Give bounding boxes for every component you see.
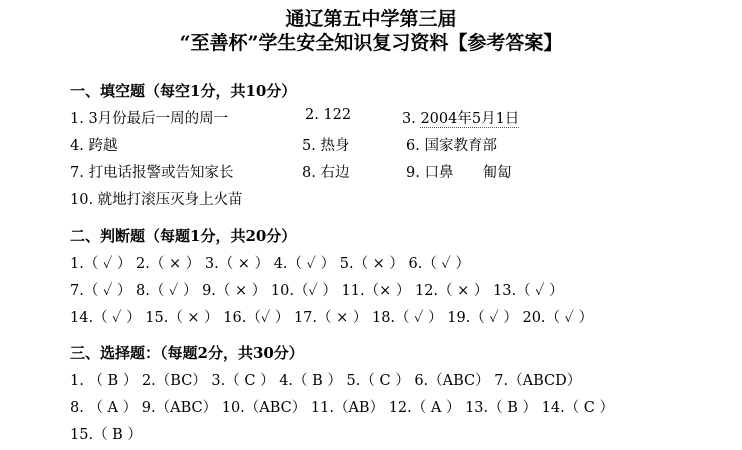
answer-item: 13.（ B ）: [465, 400, 538, 416]
answer-row: [70, 369, 581, 390]
answer-item: 12.（ A ）: [388, 400, 461, 416]
answer-item: 7. 打电话报警或告知家长: [70, 165, 234, 181]
answer-item: 14.（ ✓ ）: [70, 310, 141, 326]
answer-item: 7.（ ✓ ）: [70, 283, 132, 299]
answer-item: 18.（ ✓ ）: [371, 310, 443, 326]
answer-item: 2.（BC）: [141, 373, 207, 389]
answer-item: 3.（ × ）: [204, 256, 270, 272]
document-title-line1: 通辽第五中学第三届: [285, 8, 457, 30]
answer-item: 10.（ABC）: [221, 400, 307, 416]
section-heading-fill-in: 一、填空题（每空1分，共10分）: [70, 82, 297, 100]
answer-item: 6. 国家教育部: [406, 138, 497, 154]
answer-item: 5. 热身: [302, 138, 350, 154]
section-heading-multiple-choice: 三、选择题：（每题2分，共30分）: [70, 344, 304, 362]
answer-item: 6.（ABC）: [414, 373, 490, 389]
answer-item: 17.（ × ）: [293, 310, 368, 326]
section-heading-true-false: 二、判断题（每题1分，共20分）: [70, 227, 297, 245]
document-title-line2: “至善杯”学生安全知识复习资料【参考答案】: [179, 32, 563, 54]
answer-item: 19.（ ✓ ）: [447, 310, 518, 326]
answer-row: [70, 279, 564, 300]
answer-item: 4. 跨越: [70, 138, 118, 154]
answer-item: 8. （ A ）: [70, 400, 138, 416]
answer-item: 8.（ ✓ ）: [136, 283, 198, 299]
answer-item: 9. 口鼻 匍匐: [406, 165, 512, 181]
answer-row: [70, 306, 593, 327]
answer-item: 12.（ × ）: [414, 283, 489, 299]
answer-item: 13.（ ✓ ）: [493, 283, 564, 299]
answer-item: 11.（AB）: [310, 400, 385, 416]
answer-item: 1. 3月份最后一周的周一: [70, 111, 229, 127]
answer-item: 3. 2004年5月1日: [402, 111, 520, 127]
answer-item: 1. （ B ）: [70, 373, 138, 389]
answer-item: 11.（× ）: [341, 283, 411, 299]
answer-row: [70, 252, 470, 273]
answer-item: 14.（ C ）: [541, 400, 615, 416]
answer-item: 5.（ C ）: [346, 373, 410, 389]
answer-item: 9.（ABC）: [141, 400, 218, 416]
answer-item: 10.（✓ ）: [270, 283, 337, 299]
answer-item: 7.（ABCD）: [494, 373, 582, 389]
answer-item: 5.（ × ）: [339, 256, 404, 272]
answer-row: [70, 423, 142, 444]
answer-item: 15.（ × ）: [145, 310, 219, 326]
answer-item: 15.（ B ）: [70, 427, 142, 443]
answer-row: [70, 396, 614, 417]
answer-item: 4.（ ✓ ）: [273, 256, 336, 272]
answer-item: 20.（ ✓ ）: [522, 310, 594, 326]
answer-item: 16.（✓ ）: [223, 310, 290, 326]
answer-item: 10. 就地打滚压灭身上火苗: [70, 192, 243, 208]
answer-item: 1.（ ✓ ）: [70, 256, 132, 272]
answer-item: 2.（ × ）: [136, 256, 201, 272]
answer-item: 4.（ B ）: [279, 373, 342, 389]
answer-item: 6.（ ✓ ）: [408, 256, 470, 272]
answer-item: 9.（ × ）: [202, 283, 267, 299]
answer-item: 8. 右边: [302, 165, 350, 181]
answer-item: 3.（ C ）: [211, 373, 275, 389]
answer-item: 2. 122: [305, 107, 352, 123]
